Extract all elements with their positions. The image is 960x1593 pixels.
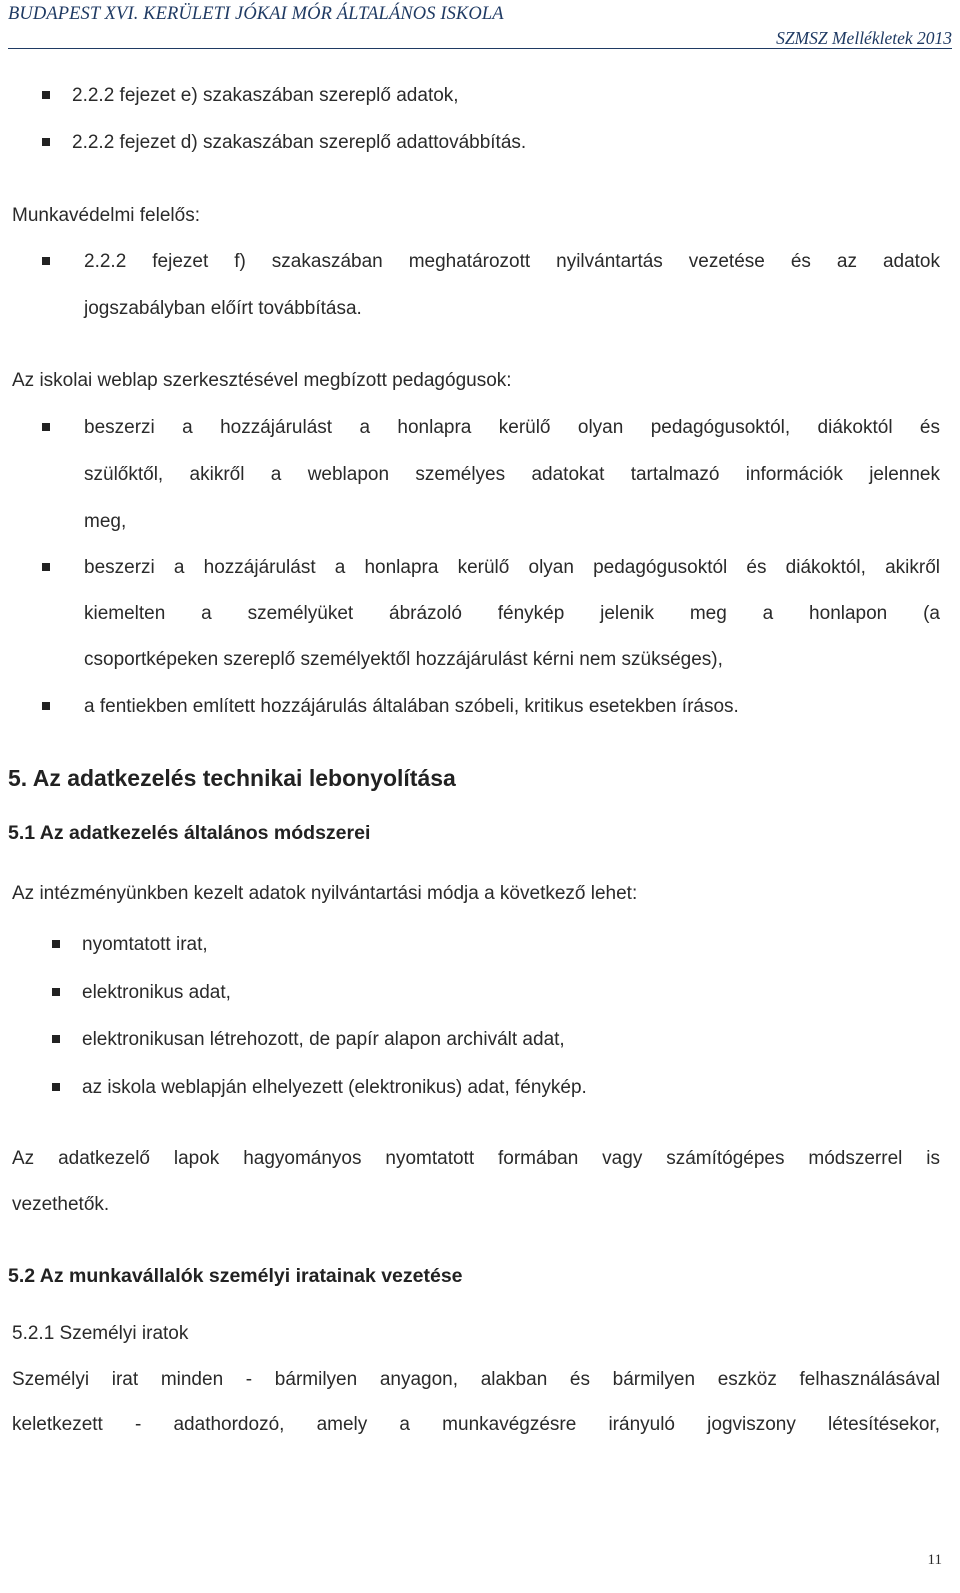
bullet-icon [52, 1035, 60, 1043]
bullet-icon [42, 257, 50, 265]
bullet-icon [42, 138, 50, 146]
section-5-2-title: 5.2 Az munkavállalók személyi iratainak vezetése [8, 1265, 463, 1287]
section-5-1-intro: Az intézményünkben kezelt adatok nyilvántartási módja a következő lehet: [12, 883, 638, 904]
page-number: 11 [927, 1552, 942, 1568]
school-name: BUDAPEST XVI. KERÜLETI JÓKAI MÓR ÁLTALÁNOS ISKOLA [8, 4, 504, 24]
page-header [8, 0, 952, 48]
section-5-2-1-title: 5.2.1 Személyi iratok [12, 1323, 189, 1344]
bullet-icon [42, 423, 50, 431]
list-item: 2.2.2 fejezet d) szakaszában szereplő adattovábbítás. [72, 132, 527, 153]
bullet-icon [52, 1083, 60, 1091]
weblap-heading: Az iskolai weblap szerkesztésével megbízott pedagógusok: [12, 370, 512, 391]
bullet-icon [52, 988, 60, 996]
bullet-icon [42, 563, 50, 571]
list-item-line: kiemelten a személyüket ábrázoló fénykép jelenik meg a honlapon (a [84, 603, 940, 624]
list-item-line: beszerzi a hozzájárulást a honlapra kerülő olyan pedagógusoktól, diákoktól és [84, 417, 940, 438]
list-item-line: meg, [84, 511, 127, 532]
bullet-icon [42, 702, 50, 710]
list-item-line: a fentiekben említett hozzájárulás általában szóbeli, kritikus esetekben írásos. [84, 696, 739, 717]
paragraph-line: keletkezett - adathordozó, amely a munkavégzésre irányuló jogviszony létesítésekor, [12, 1414, 940, 1435]
list-item-line: 2.2.2 fejezet f) szakaszában meghatározott nyilvántartás vezetése és az adatok [84, 251, 940, 272]
bullet-icon [52, 940, 60, 948]
section-5-title: 5. Az adatkezelés technikai lebonyolítása [8, 765, 456, 791]
header-rule [8, 48, 952, 49]
list-item: elektronikus adat, [82, 982, 231, 1003]
document-title: SZMSZ Mellékletek 2013 [776, 28, 952, 48]
list-item: nyomtatott irat, [82, 934, 208, 955]
section-5-1-title: 5.1 Az adatkezelés általános módszerei [8, 822, 371, 844]
bullet-icon [42, 91, 50, 99]
list-item-line: szülőktől, akikről a weblapon személyes adatokat tartalmazó információk jelennek [84, 464, 940, 485]
list-item: 2.2.2 fejezet e) szakaszában szereplő adatok, [72, 85, 459, 106]
munkavedelmi-heading: Munkavédelmi felelős: [12, 205, 200, 226]
list-item-line: jogszabályban előírt továbbítása. [84, 298, 362, 319]
list-item-line: csoportképeken szereplő személyektől hozzájárulást kérni nem szükséges), [84, 649, 723, 670]
list-item: elektronikusan létrehozott, de papír alapon archivált adat, [82, 1029, 565, 1050]
paragraph-line: vezethetők. [12, 1194, 110, 1215]
paragraph-line: Az adatkezelő lapok hagyományos nyomtatott formában vagy számítógépes módszerrel is [12, 1148, 940, 1169]
paragraph-line: Személyi irat minden - bármilyen anyagon, alakban és bármilyen eszköz felhasználásával [12, 1369, 940, 1390]
list-item-line: beszerzi a hozzájárulást a honlapra kerülő olyan pedagógusoktól és diákoktól, akikről [84, 557, 940, 578]
list-item: az iskola weblapján elhelyezett (elektronikus) adat, fénykép. [82, 1077, 587, 1098]
